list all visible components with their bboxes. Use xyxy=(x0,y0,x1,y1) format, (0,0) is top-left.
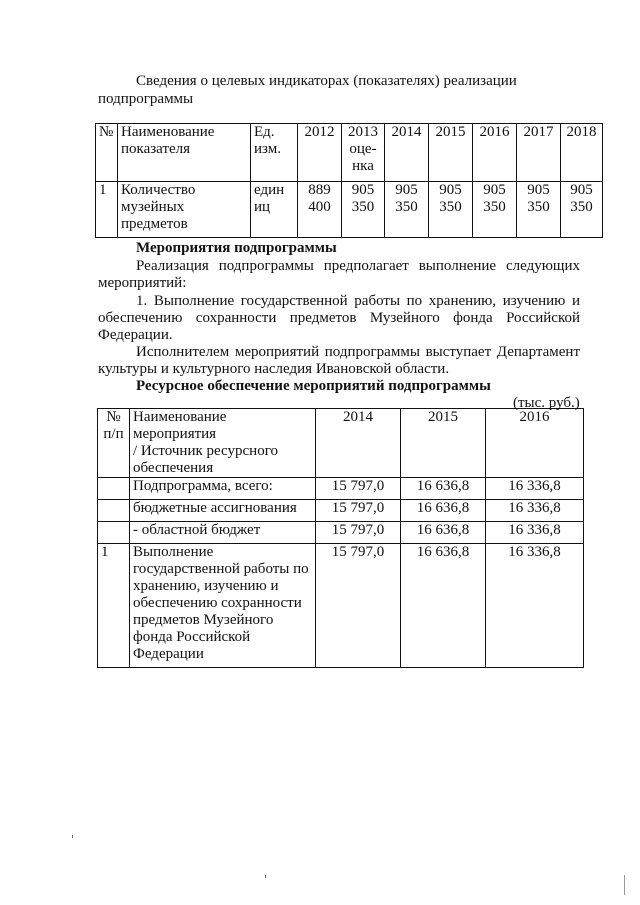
indicators-title-line1: Сведения о целевых индикаторах (показателях) реализации xyxy=(136,73,517,89)
header-2017: 2017 xyxy=(517,124,561,182)
resources-unit-note: (тыс. руб.) xyxy=(513,395,580,411)
row-2017: 905 350 xyxy=(517,182,561,238)
res-row-2014: 15 797,0 xyxy=(316,522,401,544)
header-2015: 2015 xyxy=(429,124,473,182)
scan-speck xyxy=(265,875,266,878)
measures-p1-line1: Реализация подпрограммы предполагает выполнение следующих xyxy=(136,258,580,274)
measures-p2-line3: Федерации. xyxy=(98,327,173,343)
row-2014: 905 350 xyxy=(385,182,429,238)
header-2012: 2012 xyxy=(298,124,342,182)
res-row-name: бюджетные ассигнования xyxy=(130,500,316,522)
header-2018: 2018 xyxy=(561,124,603,182)
res-row-2016: 16 336,8 xyxy=(486,522,584,544)
res-row-2016: 16 336,8 xyxy=(486,478,584,500)
res-row-budget xyxy=(98,500,584,522)
res-header-2014: 2014 xyxy=(316,409,401,478)
res-header-num: № п/п xyxy=(98,409,130,478)
measures-p2-line1: 1. Выполнение государственной работы по хранению, изучению и xyxy=(136,293,580,309)
resources-heading: Ресурсное обеспечение мероприятий подпрограммы xyxy=(136,378,491,394)
res-header-name: Наименование мероприятия / Источник ресурсного обеспечения xyxy=(130,409,316,478)
res-row-name: Выполнение государственной работы по хранению, изучению и обеспечению сохранности предметов Музейного фонда Российской Федерации xyxy=(130,544,316,668)
res-row-2014: 15 797,0 xyxy=(316,478,401,500)
row-2016: 905 350 xyxy=(473,182,517,238)
measures-p1-line2: мероприятий: xyxy=(98,275,187,291)
res-row-2016: 16 336,8 xyxy=(486,500,584,522)
resources-header-row xyxy=(98,409,584,478)
indicators-header-row xyxy=(96,124,603,182)
measures-p3-line2: культуры и культурного наследия Ивановской области. xyxy=(98,361,450,377)
res-header-2015: 2015 xyxy=(401,409,486,478)
header-num: № xyxy=(96,124,118,182)
measures-p2-line2: обеспечению сохранности предметов Музейного фонда Российской xyxy=(98,310,580,326)
res-row-regional xyxy=(98,522,584,544)
res-row-2014: 15 797,0 xyxy=(316,544,401,668)
measures-p3-line1: Исполнителем мероприятий подпрограммы выступает Департамент xyxy=(136,344,580,360)
res-row-num xyxy=(98,522,130,544)
row-unit: един иц xyxy=(251,182,298,238)
res-row-name: - областной бюджет xyxy=(130,522,316,544)
indicators-row xyxy=(96,182,603,238)
res-row-2016: 16 336,8 xyxy=(486,544,584,668)
header-2016: 2016 xyxy=(473,124,517,182)
row-2012: 889 400 xyxy=(298,182,342,238)
row-2015: 905 350 xyxy=(429,182,473,238)
res-row-2015: 16 636,8 xyxy=(401,500,486,522)
scan-speck xyxy=(624,875,625,895)
measures-heading: Мероприятия подпрограммы xyxy=(136,240,337,256)
row-num: 1 xyxy=(96,182,118,238)
res-row-2015: 16 636,8 xyxy=(401,478,486,500)
header-2013: 2013 оце- нка xyxy=(342,124,385,182)
indicators-table xyxy=(95,123,603,238)
res-row-2015: 16 636,8 xyxy=(401,522,486,544)
scan-speck xyxy=(72,835,73,838)
res-row-num xyxy=(98,478,130,500)
res-row-total xyxy=(98,478,584,500)
res-row-2015: 16 636,8 xyxy=(401,544,486,668)
res-row-name: Подпрограмма, всего: xyxy=(130,478,316,500)
res-row-task xyxy=(98,544,584,668)
row-2018: 905 350 xyxy=(561,182,603,238)
row-name: Количество музейных предметов xyxy=(118,182,251,238)
row-2013: 905 350 xyxy=(342,182,385,238)
resources-table xyxy=(97,408,584,668)
header-2014: 2014 xyxy=(385,124,429,182)
header-unit: Ед. изм. xyxy=(251,124,298,182)
res-row-2014: 15 797,0 xyxy=(316,500,401,522)
indicators-title-line2: подпрограммы xyxy=(98,91,194,107)
header-name: Наименование показателя xyxy=(118,124,251,182)
res-row-num: 1 xyxy=(98,544,130,668)
res-header-2016: 2016 xyxy=(486,409,584,478)
res-row-num xyxy=(98,500,130,522)
